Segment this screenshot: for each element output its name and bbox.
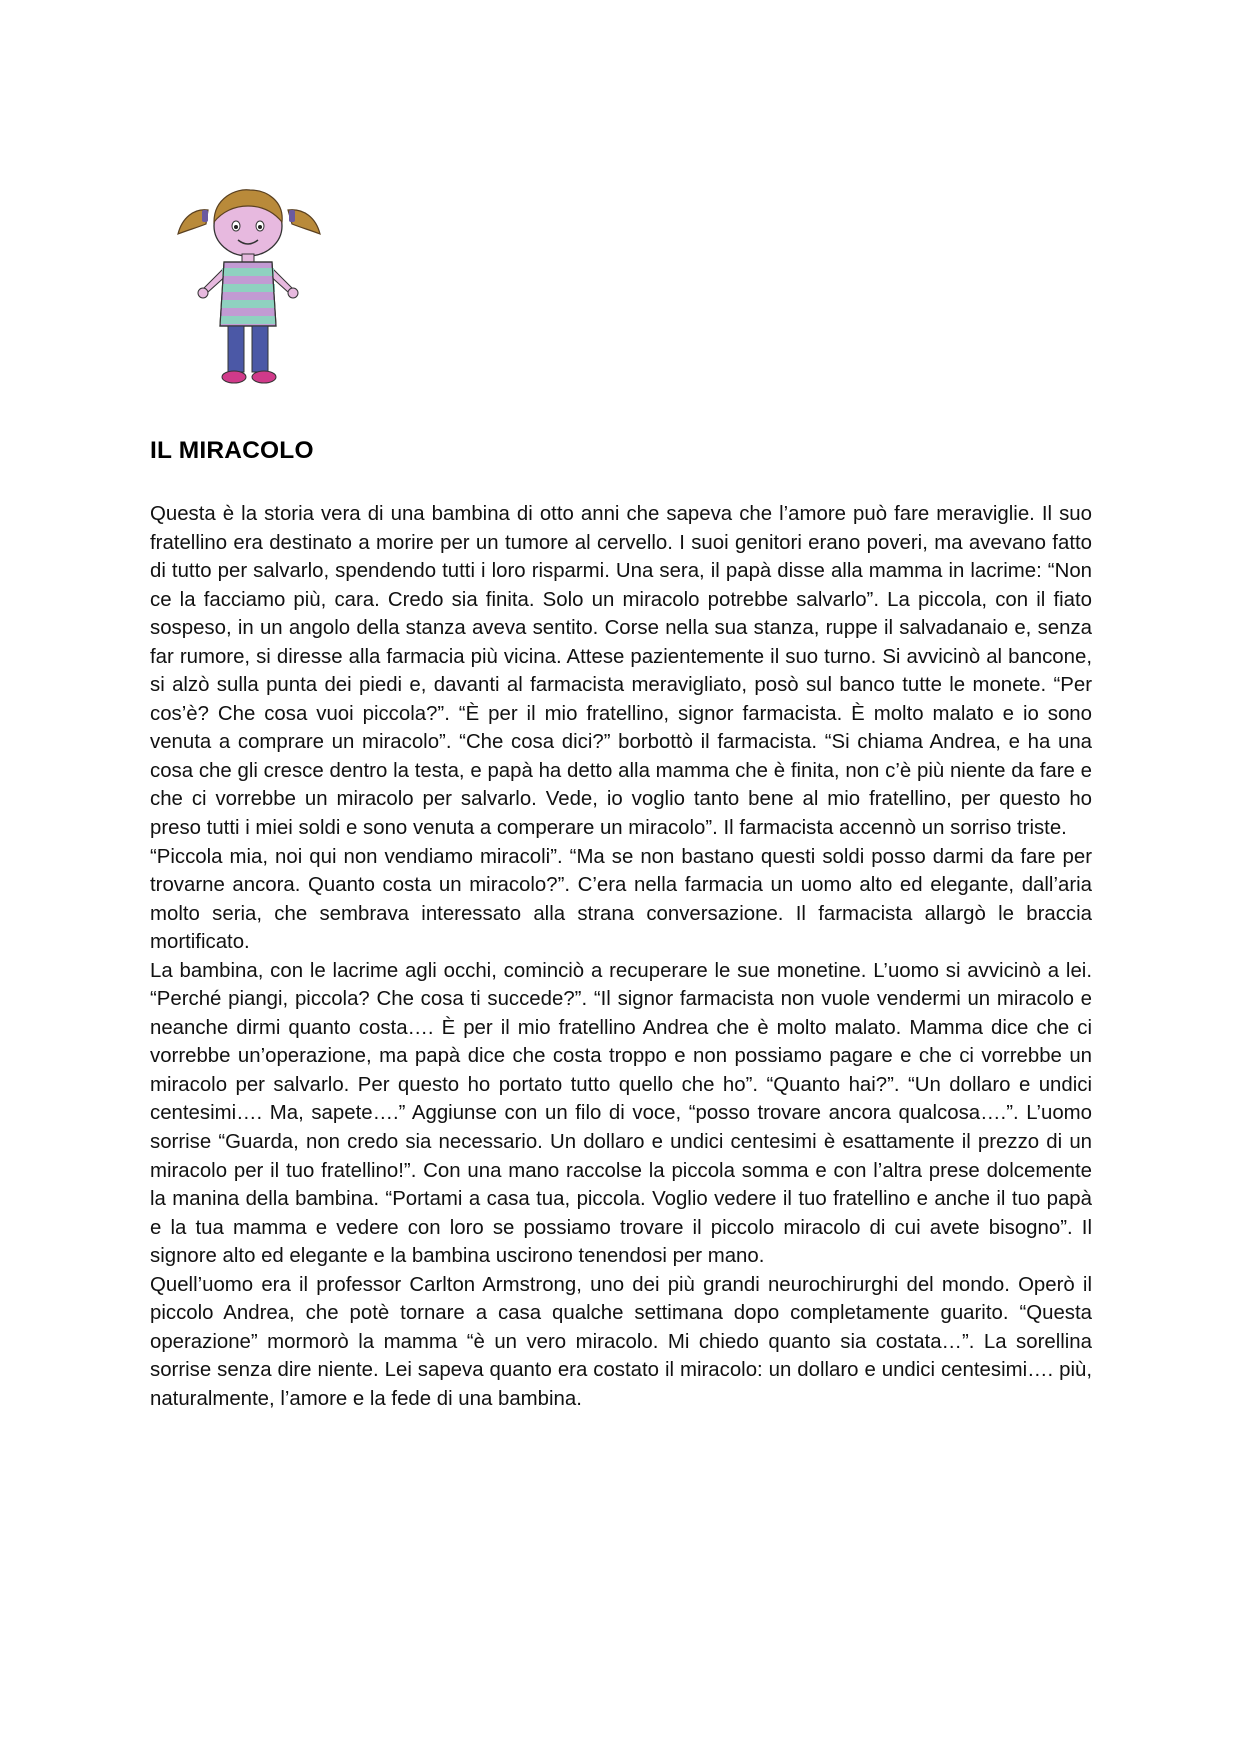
story-paragraph: Quell’uomo era il professor Carlton Armstrong, uno dei più grandi neurochirurghi del mondo. Operò il piccolo Andrea, che potè tornare a casa qualche settimana dopo completamente guarito. “Questa operazione” mormorò la mamma “è un vero miracolo. Mi chiedo quanto sia costata…”. La sorellina sorrise senza dire niente. Lei sapeva quanto era costato il miracolo: un dollaro e undici centesimi…. più, naturalmente, l’amore e la fede di una bambina. xyxy=(150,1273,1092,1410)
story-paragraph: La bambina, con le lacrime agli occhi, cominciò a recuperare le sue monetine. L’uomo si avvicinò a lei. “Perché piangi, piccola? Che cosa ti succede?”. “Il signor farmacista non vuole vendermi un miracolo e neanche dirmi quanto costa…. È per il mio fratellino Andrea che è molto malato. Mamma dice che ci vorrebbe un’operazione, ma papà dice che costa troppo e non possiamo pagare e che ci vorrebbe un miracolo per salvarlo. Per questo ho portato tutto quello che ho”. “Quanto hai?”. “Un dollaro e undici centesimi…. Ma, sapete….” Aggiunse con un filo di voce, “posso trovare ancora qualcosa….”. L’uomo sorrise “Guarda, non credo sia necessario. Un dollaro e undici centesimi è esattamente il prezzo di un miracolo per il tuo fratellino!”. Con una mano raccolse la piccola somma e con l’altra prese dolcemente la manina della bambina. “Portami a casa tua, piccola. Voglio vedere il tuo fratellino e anche il tuo papà e la tua mamma e vedere con loro se possiamo trovare il piccolo miracolo di cui avete bisogno”. Il signore alto ed elegante e la bambina uscirono tenendosi per mano. xyxy=(150,959,1092,1268)
story-paragraph: Questa è la storia vera di una bambina di otto anni che sapeva che l’amore può fare meraviglie. Il suo fratellino era destinato a morire per un tumore al cervello. I suoi genitori erano poveri, ma avevano fatto di tutto per salvarlo, spendendo tutti i loro risparmi. Una sera, il papà disse alla mamma in lacrime: “Non ce la facciamo più, cara. Credo sia finita. Solo un miracolo potrebbe salvarlo”. La piccola, con il fiato sospeso, in un angolo della stanza aveva sentito. Corse nella sua stanza, ruppe il salvadanaio e, senza far rumore, si diresse alla farmacia più vicina. Attese pazientemente il suo turno. Si avvicinò al bancone, si alzò sulla punta dei piedi e, davanti al farmacista meravigliato, posò sul banco tutte le monete. “Per cos’è? Che cosa vuoi piccola?”. “È per il mio fratellino, signor farmacista. È molto malato e io sono venuta a comprare un miracolo”. “Che cosa dici?” borbottò il farmacista. “Si chiama Andrea, e ha una cosa che gli cresce dentro la testa, e papà ha detto alla mamma che è finita, non c’è più niente da fare e che ci vorrebbe un miracolo per salvarlo. Vede, io voglio tanto bene al mio fratellino, per questo ho preso tutti i miei soldi e sono venuta a comperare un miracolo”. Il farmacista accennò un sorriso triste. xyxy=(150,503,1092,840)
page-title: IL MIRACOLO xyxy=(150,437,314,464)
story-body xyxy=(150,500,1092,1414)
story-paragraph: “Piccola mia, noi qui non vendiamo miracoli”. “Ma se non bastano questi soldi posso darmi da fare per trovarne ancora. Quanto costa un miracolo?”. C’era nella farmacia un uomo alto ed elegante, dall’aria molto seria, che sembrava interessato alla strana conversazione. Il farmacista allargò le braccia mortificato. xyxy=(150,845,1092,954)
girl-illustration xyxy=(176,188,322,388)
